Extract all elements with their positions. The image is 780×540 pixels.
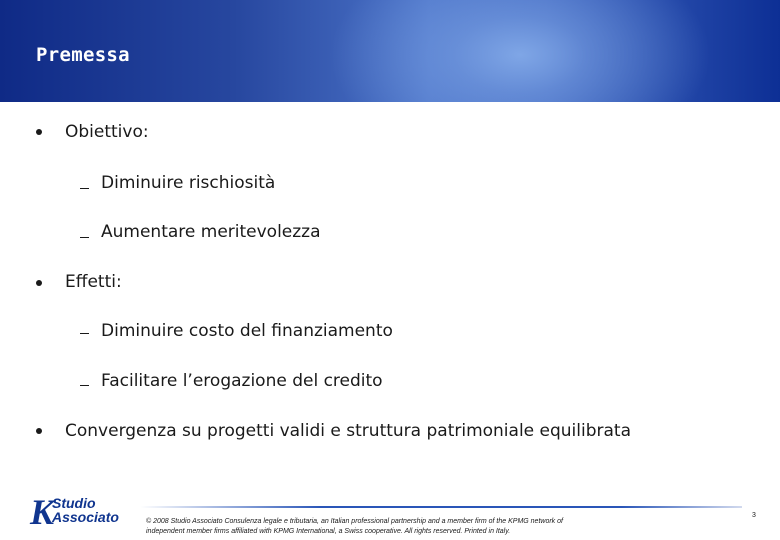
- sub-bullet-dash: [80, 333, 89, 334]
- bullet-dot: [36, 129, 42, 135]
- sub-bullet-dash: [80, 188, 89, 189]
- sub-bullet-dash: [80, 237, 89, 238]
- bullet-obiettivo: Obiettivo:: [65, 122, 149, 142]
- slide-title: Premessa: [36, 44, 130, 66]
- sub-bullet-aumentare-meritevolezza: Aumentare meritevolezza: [101, 222, 321, 242]
- legal-notice: [146, 517, 646, 537]
- legal-notice-line-1: © 2008 Studio Associato Consulenza legale e tributaria, an Italian professional partnership and a member firm of the KPMG network of: [146, 518, 563, 525]
- logo-letter: K: [30, 492, 55, 532]
- header-banner: [0, 0, 780, 102]
- bullet-convergenza: Convergenza su progetti validi e struttura patrimoniale equilibrata: [65, 421, 632, 441]
- logo-line-1: Studio: [52, 495, 96, 511]
- sub-bullet-diminuire-costo: Diminuire costo del finanziamento: [101, 321, 393, 341]
- page-number: 3: [752, 512, 756, 519]
- sub-bullet-diminuire-rischiosita: Diminuire rischiosità: [101, 173, 276, 193]
- sub-bullet-dash: [80, 385, 89, 386]
- sub-bullet-facilitare-erogazione: Facilitare l’erogazione del credito: [101, 371, 383, 391]
- bullet-dot: [36, 428, 42, 434]
- studio-associato-logo: [30, 492, 140, 530]
- footer-divider: [140, 506, 742, 508]
- logo-line-2: Associato: [52, 509, 119, 525]
- bullet-effetti: Effetti:: [65, 272, 122, 292]
- legal-notice-line-2: independent member firms affiliated with KPMG International, a Swiss cooperative. All rights reserved. Printed in Italy.: [146, 528, 511, 535]
- bullet-dot: [36, 280, 42, 286]
